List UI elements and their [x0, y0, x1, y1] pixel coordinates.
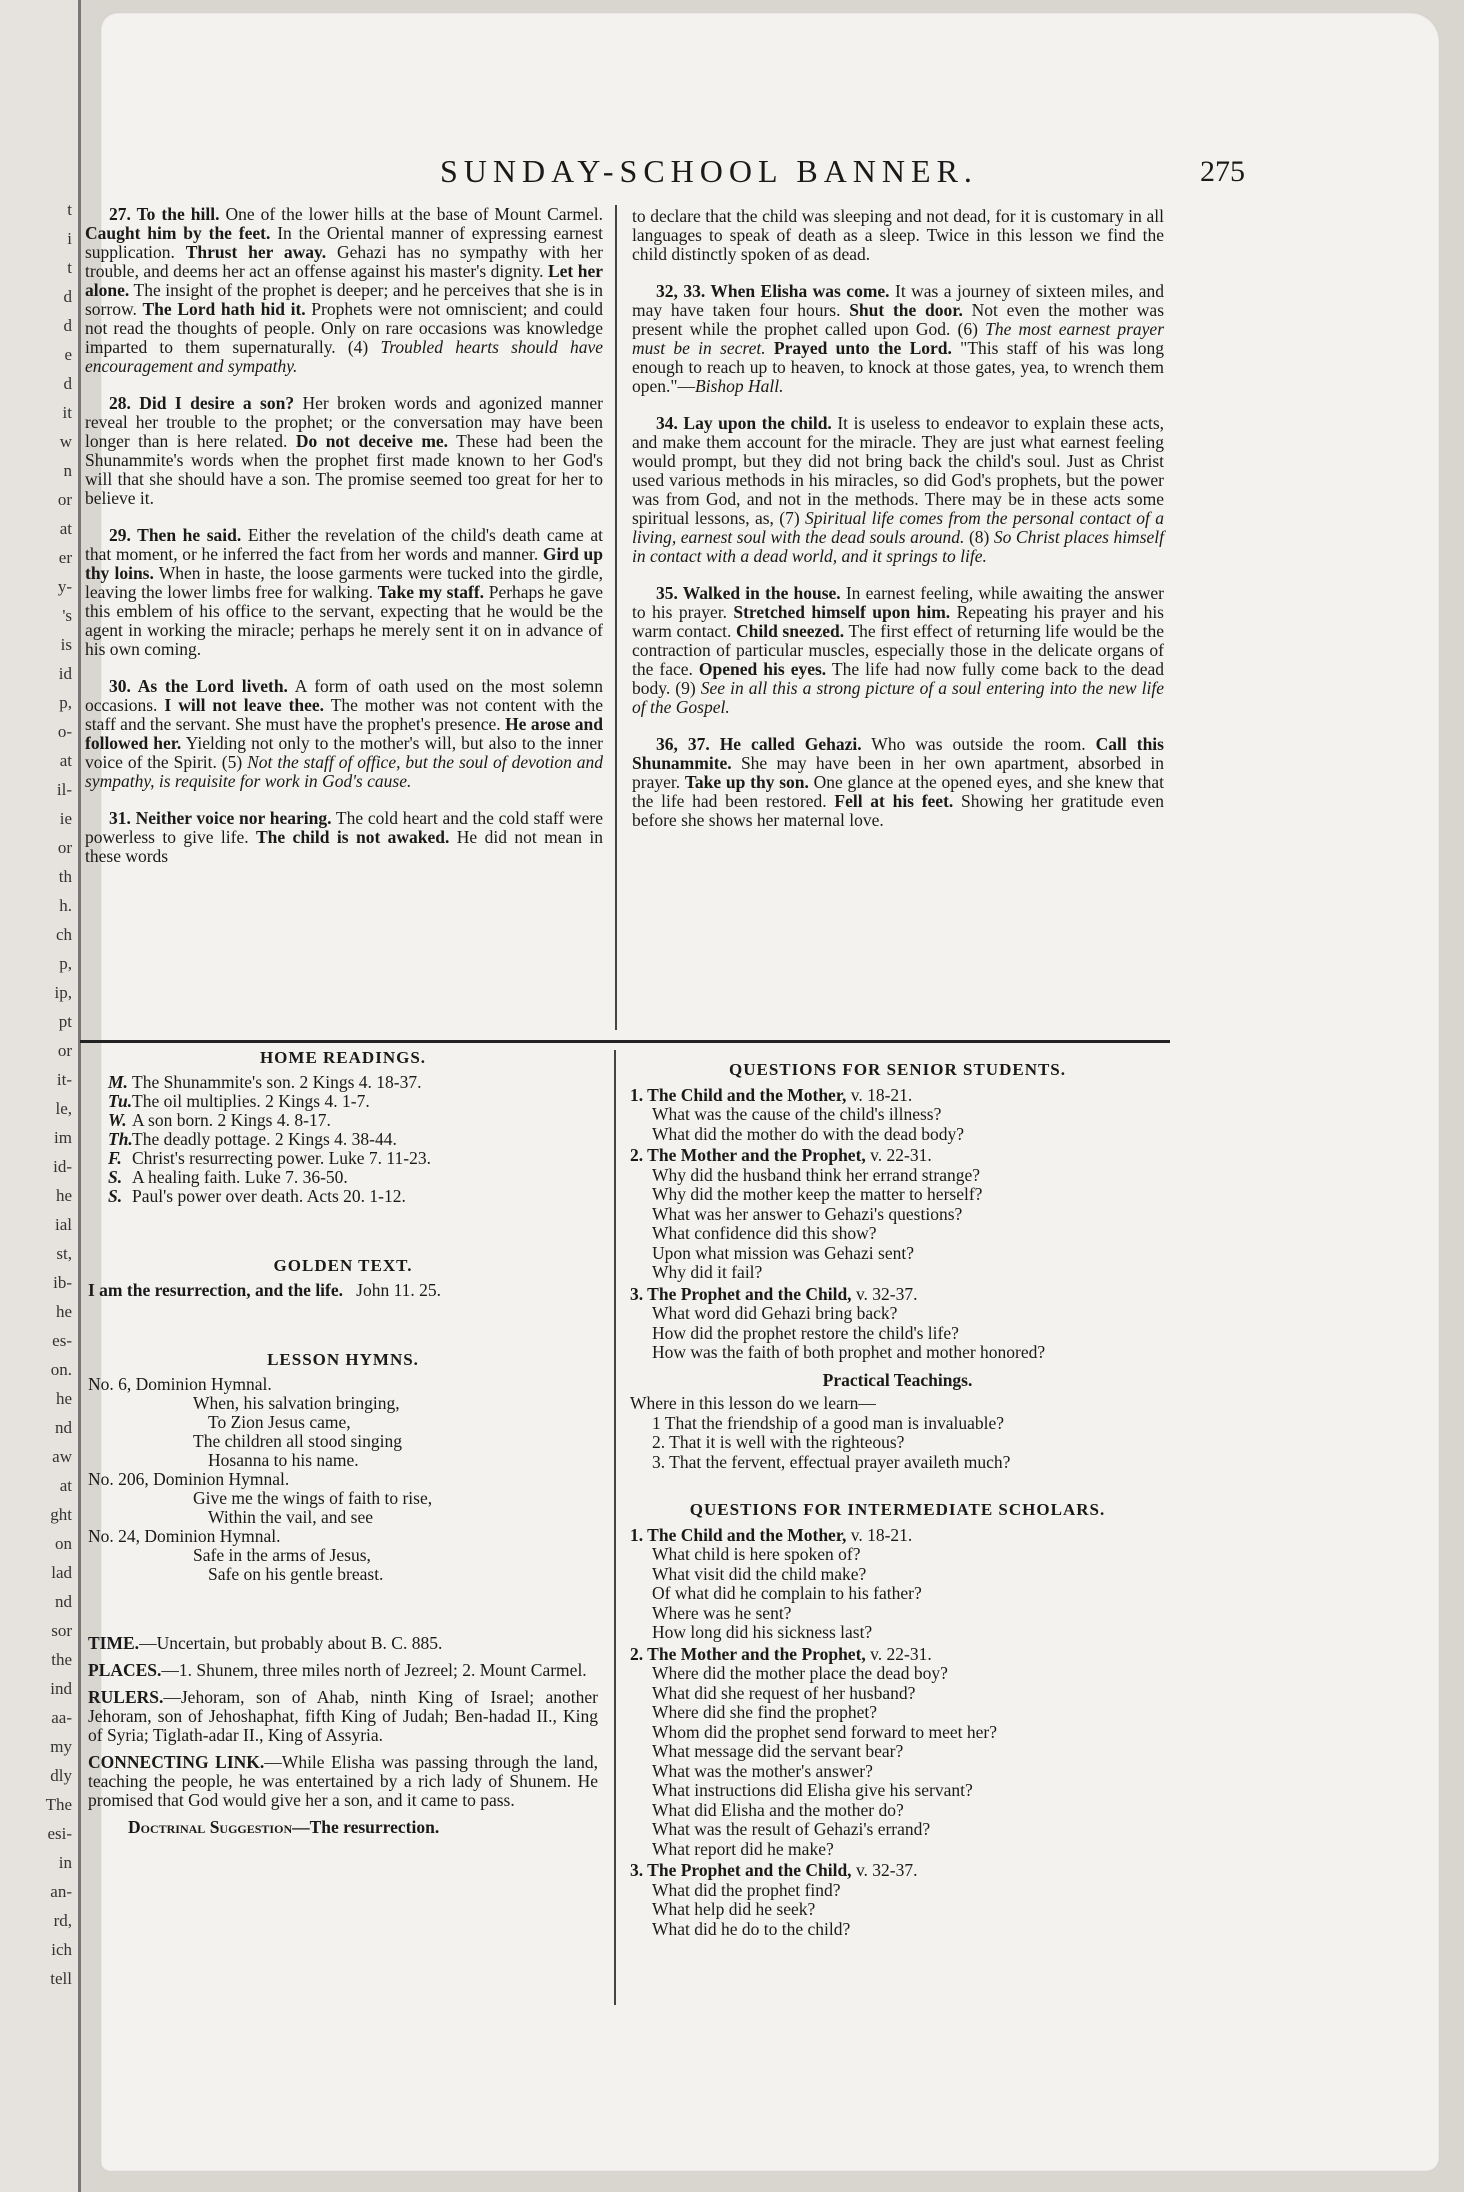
question-item: Why did the husband think her errand strange? — [652, 1164, 981, 1185]
golden-text — [88, 1281, 598, 1300]
prev-page-fragment: p, — [59, 954, 72, 973]
previous-page-edge — [0, 0, 81, 2192]
reading-day: S. — [108, 1186, 123, 1206]
column-divider-bottom — [614, 1050, 616, 2005]
prev-page-fragment: or — [57, 838, 72, 857]
doctrinal-suggestion: Doctrinal Suggestion—The resurrection. — [128, 1817, 440, 1837]
prev-page-fragment: id- — [53, 1157, 72, 1176]
commentary-left-paragraph: 29. Then he said. Either the revelation of the child's death came at that moment, or he inferred the fact from her words and manner. Gird up thy loins. When in haste, the loose garments were tucked into the girdle, leaving the lower limbs free for walking. Take my staff. Perhaps he gave this emblem of his office to the servant, expecting that he would be the agent in working the miracle; perhaps he merely sent it on in advance of his own coming. — [85, 525, 604, 659]
commentary-left-paragraph: 28. Did I desire a son? Her broken words and agonized manner reveal her trouble to the prophet; or the conversation may have been longer than is here related. Do not deceive me. These had been the Shunammite's words when the prophet first made known to her God's will that she should have a son. The promise seemed too great for her to believe it. — [85, 393, 603, 508]
question-item: What instructions did Elisha give his servant? — [652, 1780, 973, 1800]
prev-page-fragment: nd — [55, 1418, 72, 1437]
prev-page-fragment: d — [63, 316, 72, 335]
prev-page-fragment: an- — [50, 1882, 72, 1901]
intermediate-section-3: 3. The Prophet and the Child, v. 32-37. — [630, 1860, 918, 1880]
prev-page-fragment: he — [55, 1186, 72, 1205]
prev-page-fragment: im — [54, 1128, 72, 1147]
commentary-left-paragraph: 30. As the Lord liveth. A form of oath used on the most solemn occasions. I will not leave thee. The mother was not content with the staff and the servant. She must have the prophet's presence. He arose and followed her. Yielding not only to the mother's will, but also to the inner voice of the Spirit. (5) Not the staff of office, but the soul of devotion and sympathy, is requisite for work in God's cause. — [85, 676, 604, 791]
prev-page-fragment: The — [45, 1795, 72, 1814]
prev-page-fragment: dly — [50, 1766, 72, 1785]
reading-item — [108, 1092, 598, 1111]
commentary-right-paragraph: 34. Lay upon the child. It is useless to endeavor to explain these acts, and make them account for the miracle. They are just what earnest feeling would prompt, but they did not bring back the child's soul. Just as Christ used various methods in his miracles, so did God's prophets, but the power was from God, and not in the methods. There may be in these acts some spiritual lessons, as, (7) Spiritual life comes from the personal contact of a living, earnest soul with the dead souls around. (8) So Christ places himself in contact with a dead world, and it springs to life. — [632, 413, 1164, 566]
reading-item — [108, 1073, 598, 1092]
prev-page-fragment: my — [50, 1737, 72, 1756]
prev-page-fragment: h. — [59, 896, 72, 915]
prev-page-fragment: p, — [59, 693, 72, 712]
question-item: How did the prophet restore the child's life? — [652, 1322, 959, 1343]
question-item: What message did the servant bear? — [652, 1741, 904, 1761]
reading-text: The oil multiplies. 2 Kings 4. 1-7. — [132, 1091, 370, 1111]
question-item: How was the faith of both prophet and mother honored? — [652, 1342, 1046, 1362]
question-item: Whom did the prophet send forward to meet her? — [652, 1721, 998, 1742]
question-item: Where did she find the prophet? — [652, 1702, 877, 1722]
prev-page-fragment: ind — [50, 1679, 72, 1698]
question-item: What was her answer to Gehazi's questions? — [652, 1203, 963, 1224]
hymn-verse-line: When, his salvation bringing, — [193, 1393, 400, 1413]
hymn-2-verse — [88, 1489, 598, 1527]
lower-left-column — [88, 1048, 598, 1837]
hymn-3-verse — [88, 1546, 598, 1584]
prev-page-fragment: at — [59, 1476, 72, 1495]
question-item: What visit did the child make? — [652, 1563, 867, 1584]
prev-page-fragment: he — [55, 1389, 72, 1408]
practical-teachings-list — [630, 1414, 1165, 1473]
practical-teachings-title: Practical Teachings. — [822, 1369, 973, 1390]
prev-page-fragment: er — [58, 548, 72, 567]
hymn-verse-line: Safe on his gentle breast. — [208, 1564, 384, 1584]
prev-page-fragment: t — [67, 200, 72, 219]
hymn-verse-line: The children all stood singing — [193, 1431, 402, 1451]
prev-page-fragment: is — [60, 635, 72, 654]
question-item: Of what did he complain to his father? — [652, 1583, 922, 1603]
time-note: TIME.—Uncertain, but probably about B. C. 885. — [88, 1633, 443, 1653]
reading-text: The deadly pottage. 2 Kings 4. 38-44. — [132, 1129, 397, 1149]
home-readings-list — [88, 1073, 598, 1206]
lesson-hymns-title: LESSON HYMNS. — [267, 1350, 419, 1369]
prev-page-fragment: n — [63, 461, 72, 480]
intermediate-section-2: 2. The Mother and the Prophet, v. 22-31. — [630, 1643, 932, 1664]
rulers-note: RULERS.—Jehoram, son of Ahab, ninth King of Israel; another Jehoram, son of Jehoshaphat, fifth King of Judah; Ben-hadad II., King of Syria; Tiglath-adar II., King of Assyria. — [88, 1687, 598, 1745]
hymn-verse-line: Within the vail, and see — [208, 1507, 374, 1527]
question-item: 3. That the fervent, effectual prayer availeth much? — [652, 1451, 1011, 1472]
hymn-verse-line: To Zion Jesus came, — [208, 1412, 351, 1432]
reading-item — [108, 1187, 598, 1206]
hymn-3-number: No. 24, Dominion Hymnal. — [88, 1526, 281, 1546]
prev-page-fragment: d — [63, 287, 72, 306]
prev-page-fragment: it — [62, 403, 72, 422]
reading-text: Christ's resurrecting power. Luke 7. 11-23. — [132, 1148, 431, 1168]
question-item: Why did it fail? — [652, 1262, 763, 1282]
question-item: What did she request of her husband? — [652, 1682, 916, 1703]
reading-day: Tu. — [108, 1091, 133, 1111]
prev-page-fragment: or — [57, 490, 72, 509]
hymn-2-number: No. 206, Dominion Hymnal. — [88, 1469, 290, 1489]
prev-page-fragment: ial — [55, 1215, 72, 1234]
prev-page-fragment: or — [57, 1041, 72, 1060]
hymn-1-number: No. 6, Dominion Hymnal. — [88, 1374, 272, 1394]
section-rule — [80, 1040, 1170, 1043]
reading-text: The Shunammite's son. 2 Kings 4. 18-37. — [132, 1072, 422, 1092]
page-number: 275 — [1200, 155, 1245, 188]
question-item: Upon what mission was Gehazi sent? — [652, 1242, 914, 1263]
question-item: Where did the mother place the dead boy? — [652, 1663, 948, 1683]
question-item: What was the result of Gehazi's errand? — [652, 1819, 931, 1839]
question-item: 1 That the friendship of a good man is invaluable? — [652, 1412, 1005, 1433]
prev-page-fragment: st, — [56, 1244, 72, 1263]
practical-intro: Where in this lesson do we learn— — [630, 1393, 876, 1413]
prev-page-fragment: w — [59, 432, 72, 451]
commentary-left-paragraph: 31. Neither voice nor hearing. The cold heart and the cold staff were powerless to give life. The child is not awaked. He did not mean in these words — [85, 808, 603, 866]
commentary-right-paragraph: 32, 33. When Elisha was come. It was a journey of sixteen miles, and may have taken four hours. Shut the door. Not even the mother was present while the prophet called upon God. (6) The most earnest prayer must be in secret. Prayed unto the Lord. "This staff of his was long enough to reach up to heaven, to knock at those gates, yea, to wrench them open."—Bishop Hall. — [632, 281, 1165, 396]
prev-page-fragment: ght — [50, 1505, 72, 1524]
senior-questions-title: QUESTIONS FOR SENIOR STUDENTS. — [728, 1060, 1067, 1079]
question-item: 2. That it is well with the righteous? — [652, 1432, 905, 1452]
prev-page-fragment: rd, — [53, 1911, 72, 1930]
senior-section-1-questions — [630, 1105, 1165, 1144]
prev-page-fragment: on. — [50, 1360, 72, 1379]
prev-page-fragment: tell — [50, 1969, 72, 1988]
reading-item — [108, 1168, 598, 1187]
hymn-1-verse — [88, 1394, 598, 1470]
golden-text-ref: John 11. 25. — [356, 1280, 442, 1300]
senior-section-3: 3. The Prophet and the Child, v. 32-37. — [630, 1283, 918, 1304]
prev-page-fragment: id — [58, 664, 72, 683]
prev-page-fragment: ich — [51, 1940, 72, 1959]
question-item: What word did Gehazi bring back? — [652, 1303, 898, 1323]
intermediate-questions-title: QUESTIONS FOR INTERMEDIATE SCHOLARS. — [689, 1500, 1106, 1519]
intermediate-section-1-questions — [630, 1545, 1165, 1643]
question-item: What was the mother's answer? — [652, 1760, 873, 1781]
prev-page-fragment: 's — [62, 606, 72, 625]
page-header — [100, 147, 1440, 197]
prev-page-fragment: ip, — [54, 983, 72, 1002]
prev-page-fragment: it- — [56, 1070, 72, 1089]
golden-text-body: I am the resurrection, and the life. — [88, 1280, 344, 1300]
hymn-verse-line: Hosanna to his name. — [208, 1450, 359, 1470]
prev-page-fragment: y- — [57, 577, 72, 596]
prev-page-fragment: the — [51, 1650, 72, 1669]
hymn-verse-line: Give me the wings of faith to rise, — [193, 1488, 433, 1508]
commentary-right-paragraph: to declare that the child was sleeping and not dead, for it is customary in all languages to speak of death as a sleep. Twice in this lesson we find the child distinctly spoken of as dead. — [632, 206, 1164, 264]
question-item: Where was he sent? — [652, 1602, 792, 1623]
intermediate-section-2-questions — [630, 1664, 1165, 1859]
question-item: What child is here spoken of? — [652, 1544, 861, 1564]
prev-page-fragment: sor — [51, 1621, 72, 1640]
column-divider-top — [615, 205, 617, 1030]
prev-page-fragment: d — [63, 374, 72, 393]
commentary-right-column — [632, 207, 1164, 848]
prev-page-fragment: o- — [57, 722, 72, 741]
prev-page-fragment: esi- — [47, 1824, 72, 1843]
prev-page-fragment: at — [59, 519, 72, 538]
connecting-link-note: CONNECTING LINK.—While Elisha was passing through the land, teaching the people, he was entertained by a rich lady of Shunem. He promised that God would give her a son, and it came to pass. — [88, 1752, 598, 1810]
senior-section-2-questions — [630, 1166, 1165, 1283]
prev-page-fragment: at — [59, 751, 72, 770]
reading-day: S. — [108, 1167, 123, 1187]
prev-page-fragment: on — [55, 1534, 72, 1553]
senior-section-3-questions — [630, 1304, 1165, 1363]
reading-day: W. — [108, 1110, 127, 1130]
golden-text-title: GOLDEN TEXT. — [273, 1256, 413, 1275]
prev-page-fragment: i — [67, 229, 72, 248]
prev-page-fragment: he — [55, 1302, 72, 1321]
question-item: What did the prophet find? — [652, 1879, 841, 1900]
prev-page-fragment: ib- — [53, 1273, 72, 1292]
reading-item — [108, 1149, 598, 1168]
question-item: What confidence did this show? — [652, 1223, 877, 1243]
prev-page-fragment: es- — [52, 1331, 72, 1350]
prev-page-fragment: pt — [58, 1012, 72, 1031]
question-item: Why did the mother keep the matter to herself? — [652, 1184, 983, 1204]
prev-page-fragment: th — [58, 867, 72, 886]
lower-right-column — [630, 1060, 1165, 1939]
commentary-right-paragraph: 36, 37. He called Gehazi. Who was outside the room. Call this Shunammite. She may have been in her own apartment, absorbed in prayer. Take up thy son. One glance at the opened eyes, and she knew that the life had been restored. Fell at his feet. Showing her gratitude even before she shows her maternal love. — [632, 734, 1164, 830]
reading-text: A healing faith. Luke 7. 36-50. — [132, 1167, 348, 1187]
intermediate-section-1: 1. The Child and the Mother, v. 18-21. — [630, 1524, 913, 1545]
reading-item — [108, 1111, 598, 1130]
prev-page-fragment: ie — [59, 809, 72, 828]
reading-text: A son born. 2 Kings 4. 8-17. — [132, 1110, 331, 1130]
prev-page-fragment: le, — [55, 1099, 72, 1118]
prev-page-fragment: aw — [52, 1447, 72, 1466]
question-item: What did Elisha and the mother do? — [652, 1799, 904, 1820]
prev-page-fragment: il- — [56, 780, 72, 799]
senior-section-1: 1. The Child and the Mother, v. 18-21. — [630, 1084, 913, 1105]
prev-page-fragment: in — [58, 1853, 72, 1872]
question-item: What did he do to the child? — [652, 1918, 851, 1939]
question-item: What did the mother do with the dead body? — [652, 1123, 965, 1144]
question-item: What help did he seek? — [652, 1899, 816, 1919]
question-item: What report did he make? — [652, 1838, 834, 1859]
question-item: What was the cause of the child's illness? — [652, 1104, 942, 1124]
prev-page-fragment: nd — [55, 1592, 72, 1611]
prev-page-fragment: ch — [55, 925, 72, 944]
reading-text: Paul's power over death. Acts 20. 1-12. — [132, 1186, 406, 1206]
prev-page-fragment: t — [67, 258, 72, 277]
reading-item — [108, 1130, 598, 1149]
commentary-right-paragraph: 35. Walked in the house. In earnest feeling, while awaiting the answer to his prayer. Stretched himself upon him. Repeating his prayer and his warm contact. Child sneezed. The first effect of returning life would be the contraction of particular muscles, especially those in the delicate organs of the face. Opened his eyes. The life had now fully come back to the dead body. (9) See in all this a strong picture of a soul entering into the new life of the Gospel. — [632, 583, 1165, 717]
prev-page-fragment: e — [64, 345, 72, 364]
commentary-left-paragraph: 27. To the hill. One of the lower hills at the base of Mount Carmel. Caught him by the feet. In the Oriental manner of expressing earnest supplication. Thrust her away. Gehazi has no sympathy with her trouble, and deems her act an offense against his master's dignity. Let her alone. The insight of the prophet is deeper; and he perceives that she is in sorrow. The Lord hath hid it. Prophets were not omniscient; and could not read the thoughts of people. Only on rare occasions was knowledge imparted to them supernaturally. (4) Troubled hearts should have encouragement and sympathy. — [85, 204, 604, 376]
prev-page-fragment: aa- — [51, 1708, 72, 1727]
question-item: How long did his sickness last? — [652, 1622, 873, 1642]
senior-section-2: 2. The Mother and the Prophet, v. 22-31. — [630, 1145, 932, 1165]
places-note: PLACES.—1. Shunem, three miles north of Jezreel; 2. Mount Carmel. — [88, 1660, 587, 1680]
home-readings-title: HOME READINGS. — [259, 1048, 427, 1067]
prev-page-fragment: lad — [51, 1563, 72, 1582]
commentary-left-column — [85, 205, 603, 884]
reading-day: F. — [108, 1148, 122, 1168]
reading-day: M. — [108, 1072, 128, 1092]
reading-day: Th. — [108, 1129, 133, 1149]
intermediate-section-3-questions — [630, 1881, 1165, 1940]
hymn-verse-line: Safe in the arms of Jesus, — [193, 1545, 371, 1565]
running-title: SUNDAY-SCHOOL BANNER. — [440, 153, 978, 189]
